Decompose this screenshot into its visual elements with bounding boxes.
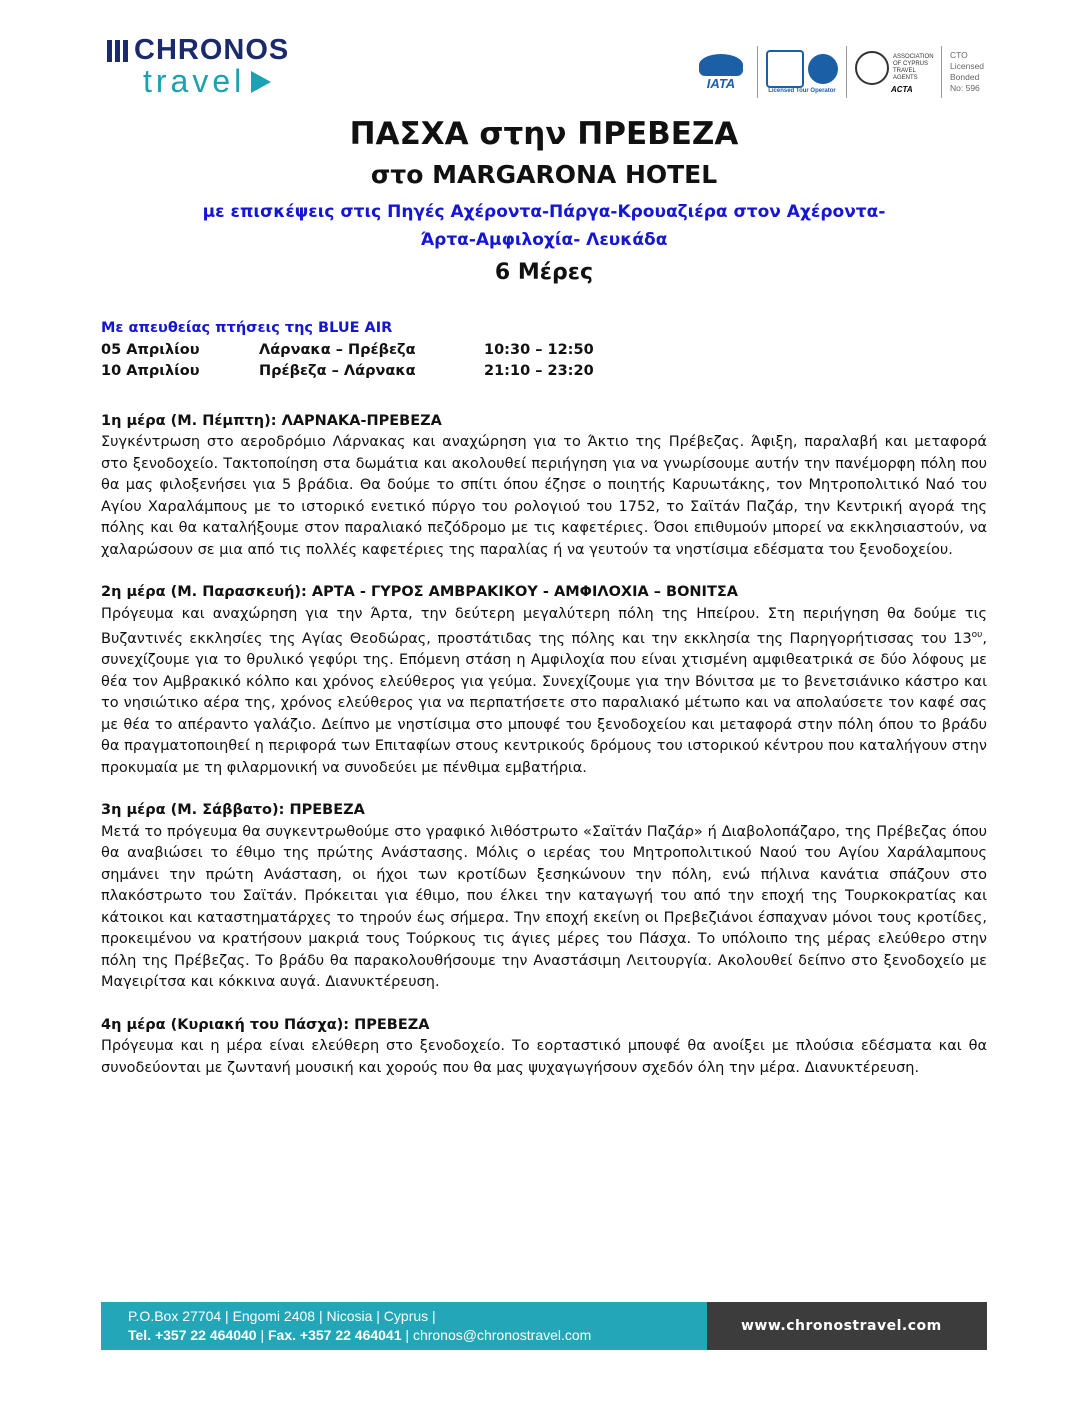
day-description: Μετά το πρόγευμα θα συγκεντρωθούμε στο γραφικό λιθόστρωτο «Σαϊτάν Παζάρ» ή Διαβολοπάζαρο, της Πρέβεζας όπου θα αναβιώσει το έθιμο της πρώτης Ανάστασης. Μόλις ο ιερέας του Μητροπολιτικού Ναού του Αγίου Χαράλαμπους σημάνει την πρώτη Ανάσταση, οι ήχοι των κροτίδων ξεσηκώνουν την πόλη, ενώ πήλινα κανάτια σπάζουν στο πλακόστρωτο του Σαϊτάν. Πρόκειται για έθιμο, που έλκει την καταγωγή του από την εποχή της Τουρκοκρατίας και κάτοικοι και καταστηματάρχες το τηρούν έως σήμερα. Την εποχή εκείνη οι Πρεβεζιάνοι έσπαχναν μόνοι τους κροτίδες, προκειμένου να κρατήσουν μακριά τους Τούρκους τις άγιες μέρες του Πάσχα. Το υπόλοιπο της μέρας ελεύθερο στην πόλη της Πρέβεζας. Το βράδυ θα παρακολουθήσουμε την Αναστάσιμη Λειτουργία. Ακολουθεί δείπνο στο ξενοδοχείο με Μαγειρίτσα και κόκκινα αυγά. Διανυκτέρευση. [101,823,987,991]
logo-brand-bottom: travel [143,63,246,99]
day-heading: 2η μέρα (Μ. Παρασκευή): ΑΡΤΑ - ΓΥΡΟΣ ΑΜΒΡΑΚΙΚΟΥ - ΑΜΦΙΛΟΧΙΑ – ΒΟΝΙΤΣΑ [101,584,738,600]
play-arrow-icon [251,71,271,93]
association-label: ASSOCIATION OF CYPRUS TRAVEL AGENTS [893,53,934,81]
flight-date: 10 Απριλίου [101,363,200,379]
iata-logo [693,54,749,91]
cto-line: Bonded [950,72,980,82]
cto-line: CTO [950,50,968,60]
logo-brand-top: CHRONOS [134,34,290,66]
page-footer [101,1302,987,1350]
day-section [101,582,987,779]
flight-row [101,361,987,383]
page-header [0,28,1088,108]
iata-label: IATA [706,75,736,91]
tel-label: Tel. [128,1327,152,1343]
licensed-tour-operator-label: Licensed Tour Operator [768,88,836,94]
flight-row [101,340,987,362]
day-description: Πρόγευμα και η μέρα είναι ελεύθερη στο ξενοδοχείο. Το εορταστικό μπουφέ θα ανοίξει με πλούσια εδέσματα και θα συνοδεύονται με ζωντανή μουσική και χορούς που θα μας ψυχαγωγήσουν σχεδόν όλη την μέρα. Διανυκτέρευση. [101,1038,987,1076]
day-heading: 4η μέρα (Κυριακή του Πάσχα): ΠΡΕΒΕΖΑ [101,1016,430,1033]
day-section [101,800,987,994]
logo-bars-icon [107,40,128,62]
divider [757,46,758,98]
day-description-part: Πρόγευμα και αναχώρηση για την Άρτα, την δεύτερη μεγαλύτερη πόλη της Ηπείρου. Στη περιήγηση θα δούμε τις Βυζαντινές εκκλησίες της Αγίας Θεοδώρας, προστάτιδας της πόλης και την εκκλησία της Παρηγορήτισσας του 13 [101,605,987,647]
itinerary-body [101,318,987,1079]
day-description-part: , συνεχίζουμε για το θρυλικό γεφύρι της. Επόμενη στάση η Αμφιλοχία που είναι χτισμένη αμφιθεατρικά σε δύο λόφους με θέα τον Αμβρακικό κόλπο και χρόνος ελεύθερος για γεύμα. Συνεχίζουμε για την Βόνιτσα με το βενετσιάνικο κάστρο και το νησιώτικο αέρα της, χρόνος ελεύθερος για να περπατήσετε στο παραλιακό μέτωπο και να απολαύσετε τον καφέ σας με θέα το απέραντο γαλάζιο. Δείπνο με νηστίσιμα στο μπουφέ του ξενοδοχείου και μεταφορά στην πόλη όπου το βράδυ θα πραγματοποιηθεί η περιφορά των Επιταφίων στους κεντρικούς δρόμους του ιστορικού κέντρου που καταλήγουν στην προκυμαία με τη φιλαρμονική να συνοδεύει με πένθιμα εμβατήρια. [101,630,987,776]
divider [846,46,847,98]
day-description [101,604,987,780]
ordinal-superscript: ου [971,630,983,640]
title-block [0,112,1088,290]
fax-label: Fax. [268,1327,297,1343]
page-title: ΠΑΣΧΑ στην ΠΡΕΒΕΖΑ [349,116,739,152]
contact-line: Tel. +357 22 464040 | Fax. +357 22 464041 | chronos@chronostravel.com [128,1327,592,1343]
accreditation-badges [693,46,990,98]
hotel-subtitle: στο MARGARONA HOTEL [370,160,718,189]
visits-line-1: με επισκέψεις στις Πηγές Αχέροντα-Πάργα-Κρουαζιέρα στον Αχέροντα- [202,202,886,222]
day-section [101,1015,987,1080]
cto-license [950,50,990,94]
website-link[interactable]: www.chronostravel.com [707,1302,987,1350]
visits-line [0,198,1088,254]
flight-route: Πρέβεζα – Λάρνακα [259,363,416,379]
licensed-seal-icon [766,50,804,88]
email-link[interactable]: chronos@chronostravel.com [412,1327,592,1343]
address: P.O.Box 27704 | Engomi 2408 | Nicosia | Cyprus | [128,1308,436,1324]
tel-number[interactable]: +357 22 464040 [154,1327,257,1343]
flight-date: 05 Απριλίου [101,341,200,358]
chronos-travel-logo [107,34,289,100]
fax-number: +357 22 464041 [299,1327,402,1343]
acta-label: ACTA [891,84,913,94]
divider [941,46,942,98]
day-section [101,411,987,562]
flight-time: 21:10 – 23:20 [484,363,594,379]
day-description: Συγκέντρωση στο αεροδρόμιο Λάρνακας και αναχώρηση για το Άκτιο της Πρέβεζας. Άφιξη, παραλαβή και μεταφορά στο ξενοδοχείο. Τακτοποίηση στα δωμάτια και ακολουθεί περιήγηση για να γνωρίσουμε αυτήν την πανέμορφη πόλη που θα μας φιλοξενήσει για 5 βράδια. Θα δούμε το σπίτι όπου έζησε ο ποιητής Καρυωτάκης, τον Μητροπολιτικό Ναό του Αγίου Χαραλάμπους με το ιστορικό ενετικό πύργο του ρολογιού του 1752, το Σαϊτάν Παζάρ, την Κεντρική αγορά της πόλης και θα καταλήξουμε στον παραλιακό πεζόδρομο με τις καφετέριες. Όσοι επιθυμούν μπορεί να εκκλησιαστούν, να χαλαρώσουν σε μια από τις πολλές καφετέριες της παραλίας ή να γευτούν τα νηστίσιμα εδέσματα του ξενοδοχείου. [101,434,987,558]
cto-line: Licensed [950,61,985,71]
day-heading: 3η μέρα (Μ. Σάββατο): ΠΡΕΒΕΖΑ [101,802,365,819]
plane-icon [808,54,838,84]
acta-seal-icon [855,51,889,85]
duration: 6 Μέρες [494,260,594,285]
flights-heading: Με απευθείας πτήσεις της BLUE AIR [101,320,393,336]
iata-globe-icon [699,54,743,76]
flight-time: 10:30 – 12:50 [484,341,594,358]
visits-line-2: Άρτα-Αμφιλοχία- Λευκάδα [420,230,668,250]
flight-route: Λάρνακα – Πρέβεζα [259,341,416,358]
day-heading: 1η μέρα (Μ. Πέμπτη): ΛΑΡΝΑΚΑ-ΠΡΕΒΕΖΑ [101,412,442,429]
contact-info [101,1302,707,1350]
cto-line: No: 596 [950,83,980,93]
